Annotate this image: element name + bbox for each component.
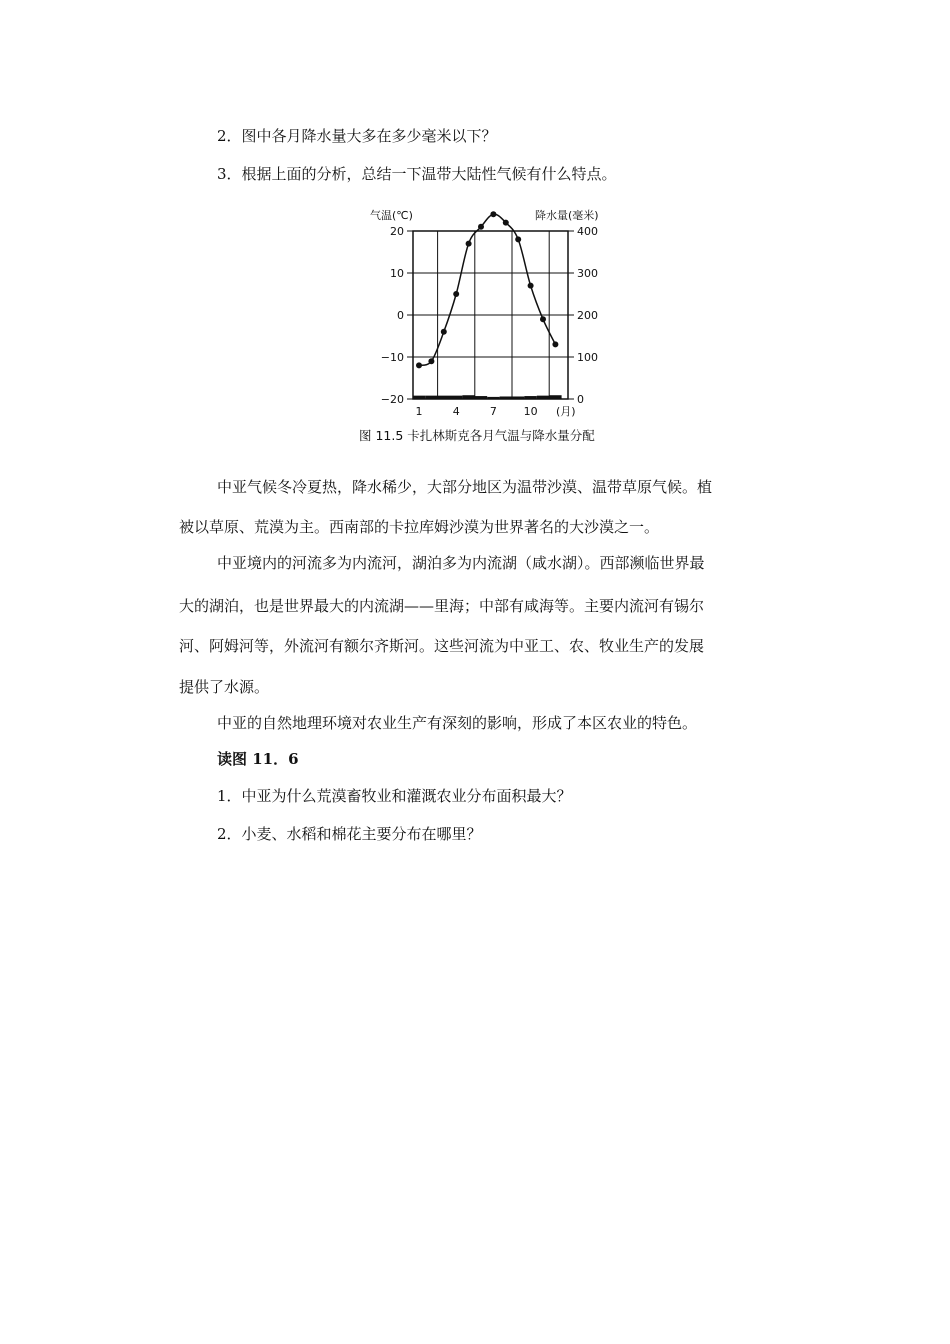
section-heading: 读图 11．6 bbox=[217, 750, 299, 768]
question-bottom-2: 2．小麦、水稻和棉花主要分布在哪里？ bbox=[217, 825, 482, 843]
temperature-point bbox=[540, 316, 546, 322]
temperature-point bbox=[466, 241, 472, 247]
x-tick-label: 4 bbox=[452, 405, 460, 418]
y-right-tick-label: 100 bbox=[577, 351, 598, 364]
temperature-point bbox=[453, 291, 459, 297]
paragraph-2-line-4: 提供了水源。 bbox=[179, 678, 270, 696]
x-tick-labels bbox=[416, 405, 538, 418]
paragraph-2-line-1: 中亚境内的河流多为内流河，湖泊多为内流湖（咸水湖）。西部濒临世界最 bbox=[217, 554, 705, 572]
temperature-point bbox=[528, 283, 534, 289]
temperature-point bbox=[552, 341, 558, 347]
left-tick-labels bbox=[381, 225, 413, 406]
paragraph-1-line-1: 中亚气候冬冷夏热，降水稀少，大部分地区为温带沙漠、温带草原气候。植 bbox=[217, 478, 713, 496]
y-left-tick-label: 10 bbox=[390, 267, 404, 280]
y-left-tick-label: −20 bbox=[380, 393, 404, 406]
y-left-tick-label: −10 bbox=[380, 351, 404, 364]
question-bottom-1: 1．中亚为什么荒漠畜牧业和灌溉农业分布面积最大？ bbox=[217, 787, 572, 805]
paragraph-1-line-2: 被以草原、荒漠为主。西南部的卡拉库姆沙漠为世界著名的大沙漠之一。 bbox=[179, 518, 660, 536]
y-left-tick-label: 20 bbox=[390, 225, 404, 238]
x-tick-label: 10 bbox=[523, 405, 538, 418]
right-tick-labels bbox=[568, 225, 598, 406]
question-2: 2．图中各月降水量大多在多少毫米以下？ bbox=[217, 127, 497, 145]
paragraph-2-line-2: 大的湖泊，也是世界最大的内流湖——里海；中部有咸海等。主要内流河有锡尔 bbox=[179, 597, 705, 615]
temperature-point bbox=[478, 224, 484, 230]
question-3: 3．根据上面的分析，总结一下温带大陆性气候有什么特点。 bbox=[217, 165, 617, 183]
y-right-tick-label: 200 bbox=[577, 309, 598, 322]
x-unit-label: (月) bbox=[556, 405, 576, 418]
climate-chart bbox=[355, 200, 655, 450]
temperature-point bbox=[515, 236, 521, 242]
temperature-point bbox=[428, 358, 434, 364]
temperature-line bbox=[419, 214, 555, 365]
y-right-label: 降水量(毫米) bbox=[535, 209, 599, 222]
paragraph-3-line-1: 中亚的自然地理环境对农业生产有深刻的影响，形成了本区农业的特色。 bbox=[217, 714, 698, 732]
figure-caption: 图 11.5 卡扎林斯克各月气温与降水量分配 bbox=[359, 428, 595, 443]
y-left-label: 气温(℃) bbox=[370, 209, 413, 222]
temperature-point bbox=[416, 362, 422, 368]
y-right-tick-label: 300 bbox=[577, 267, 598, 280]
chart-grid bbox=[413, 231, 568, 399]
paragraph-2-line-3: 河、阿姆河等，外流河有额尔齐斯河。这些河流为中亚工、农、牧业生产的发展 bbox=[179, 637, 705, 655]
x-tick-label: 7 bbox=[489, 405, 497, 418]
temperature-point bbox=[490, 211, 496, 217]
y-right-tick-label: 0 bbox=[577, 393, 584, 406]
y-left-tick-label: 0 bbox=[397, 309, 404, 322]
temperature-point bbox=[441, 329, 447, 335]
y-right-tick-label: 400 bbox=[577, 225, 598, 238]
temperature-point bbox=[503, 220, 509, 226]
x-tick-label: 1 bbox=[415, 405, 423, 418]
